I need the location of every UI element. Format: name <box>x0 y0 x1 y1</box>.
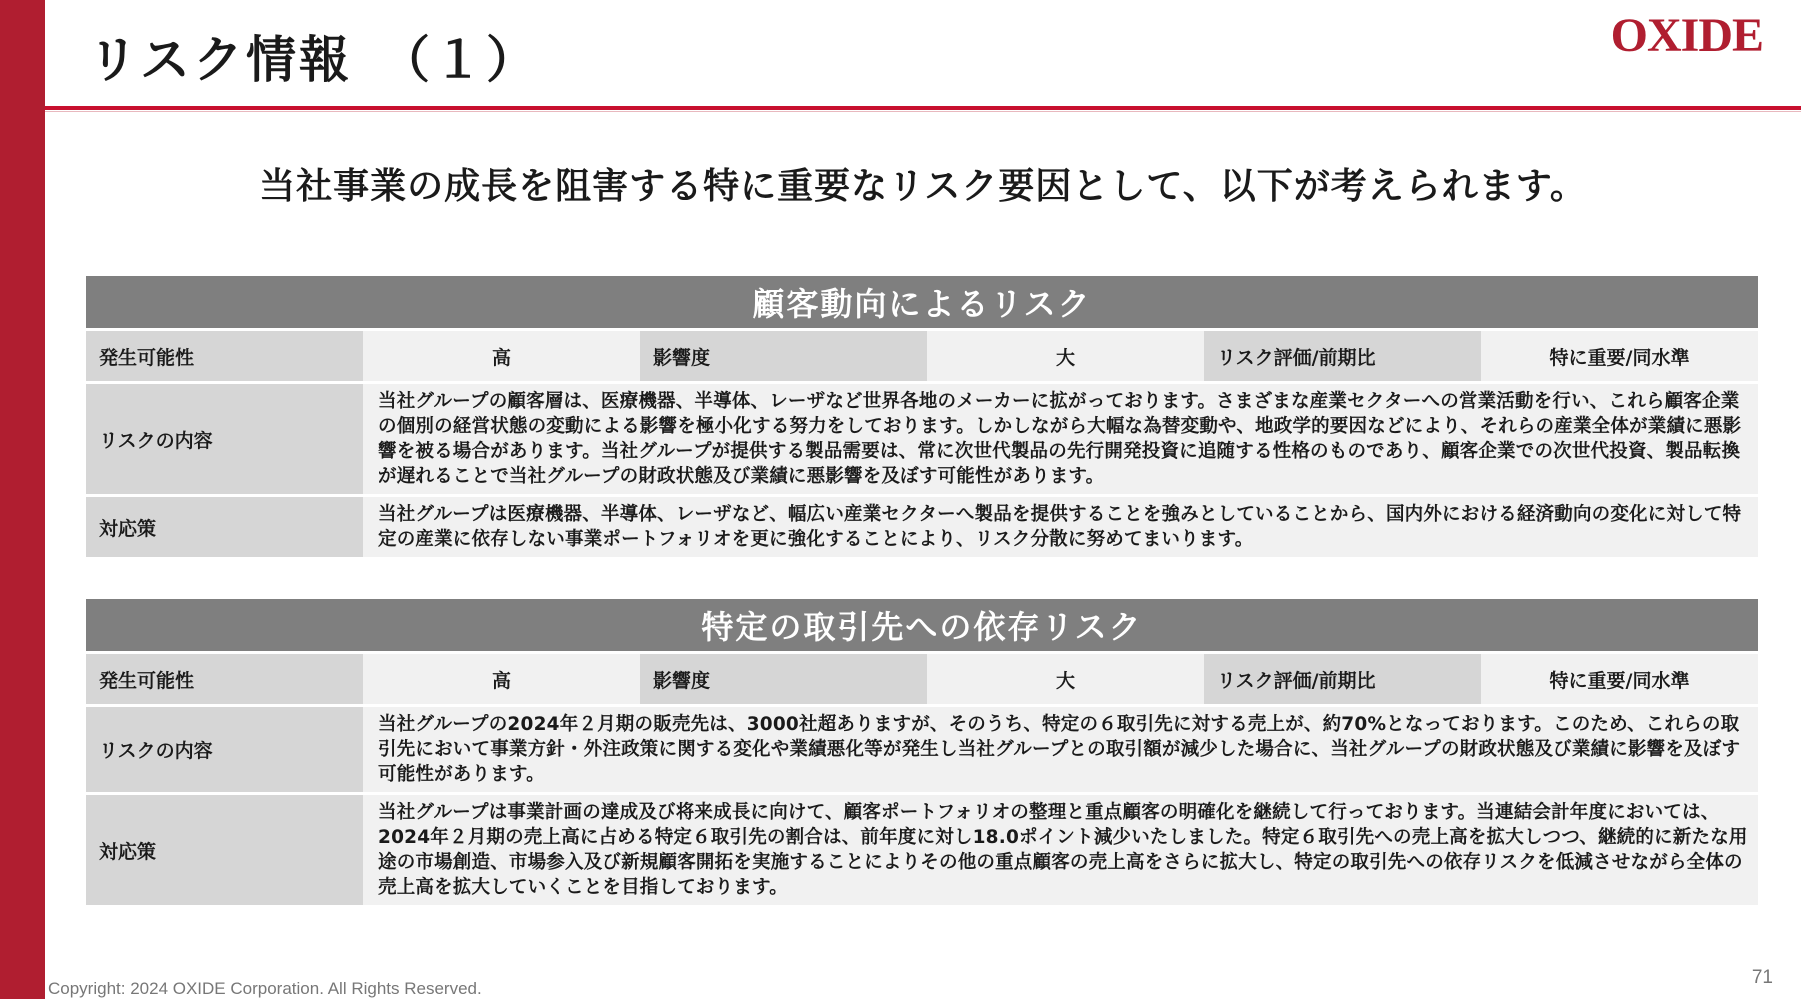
risk-content-text: 当社グループの2024年２月期の販売先は、3000社超ありますが、そのうち、特定の６取引先に対する売上が、約70%となっております。このため、これらの取引先において事業方針・外注政策に関する変化や業績悪化等が発生し当社グループとの取引額が減少した場合に、当社グループの財政状態及び業績に影響を及ぼす可能性があります。 <box>363 707 1758 792</box>
header-divider-shadow <box>45 111 1801 112</box>
oxide-logo: OXIDE <box>1610 9 1763 62</box>
evaluation-label: リスク評価/前期比 <box>1204 331 1481 381</box>
risk-measure-label: 対応策 <box>86 497 363 557</box>
risk-measure-row <box>86 795 1758 905</box>
likelihood-value: 高 <box>363 331 640 381</box>
evaluation-value: 特に重要/同水準 <box>1481 654 1758 704</box>
risk-header-row <box>86 276 1758 328</box>
risk-measure-text: 当社グループは医療機器、半導体、レーザなど、幅広い産業セクターへ製品を提供することを強みとしていることから、国内外における経済動向の変化に対して特定の産業に依存しない事業ポートフォリオを更に強化することにより、リスク分散に努めてまいります。 <box>363 497 1758 557</box>
likelihood-value: 高 <box>363 654 640 704</box>
evaluation-value: 特に重要/同水準 <box>1481 331 1758 381</box>
impact-label: 影響度 <box>640 654 927 704</box>
page-title: リスク情報 （１） <box>88 31 539 89</box>
left-accent-bar <box>0 0 45 999</box>
impact-label: 影響度 <box>640 331 927 381</box>
risk-header-row <box>86 599 1758 651</box>
impact-value: 大 <box>927 331 1204 381</box>
risk-content-row <box>86 384 1758 494</box>
risk-table-customer-trend <box>86 273 1758 560</box>
evaluation-label: リスク評価/前期比 <box>1204 654 1481 704</box>
risk-measure-row <box>86 497 1758 557</box>
risk-content-text: 当社グループの顧客層は、医療機器、半導体、レーザなど世界各地のメーカーに拡がっております。さまざまな産業セクターへの営業活動を行い、これら顧客企業の個別の経営状態の変動による影響を極小化する努力をしております。しかしながら大幅な為替変動や、地政学的要因などにより、それらの産業全体が業績に悪影響を被る場合があります。当社グループが提供する製品需要は、常に次世代製品の先行開発投資に追随する性格のものであり、顧客企業での次世代投資、製品転換が遅れることで当社グループの財政状態及び業績に悪影響を及ぼす可能性があります。 <box>363 384 1758 494</box>
risk-measure-label: 対応策 <box>86 795 363 905</box>
likelihood-label: 発生可能性 <box>86 654 363 704</box>
risk-measure-text: 当社グループは事業計画の達成及び将来成長に向けて、顧客ポートフォリオの整理と重点顧客の明確化を継続して行っております。当連結会計年度においては、2024年２月期の売上高に占める特定６取引先の割合は、前年度に対し18.0ポイント減少いたしました。特定６取引先への売上高を拡大しつつ、継続的に新たな用途の市場創造、市場参入及び新規顧客開拓を実施することによりその他の重点顧客の売上高をさらに拡大し、特定の取引先への依存リスクを低減させながら全体の売上高を拡大していくことを目指しております。 <box>363 795 1758 905</box>
page-number: 71 <box>1751 967 1773 988</box>
copyright-notice: Copyright: 2024 OXIDE Corporation. All Rights Reserved. <box>48 979 482 998</box>
risk-rating-row <box>86 331 1758 381</box>
risk-heading: 特定の取引先への依存リスク <box>86 599 1758 651</box>
page-subtitle: 当社事業の成長を阻害する特に重要なリスク要因として、以下が考えられます。 <box>259 166 1587 207</box>
risk-heading: 顧客動向によるリスク <box>86 276 1758 328</box>
likelihood-label: 発生可能性 <box>86 331 363 381</box>
risk-content-label: リスクの内容 <box>86 384 363 494</box>
risk-content-label: リスクの内容 <box>86 707 363 792</box>
risk-content-row <box>86 707 1758 792</box>
risk-table-customer-dependency <box>86 596 1758 908</box>
risk-rating-row <box>86 654 1758 704</box>
impact-value: 大 <box>927 654 1204 704</box>
header-divider <box>45 106 1801 110</box>
